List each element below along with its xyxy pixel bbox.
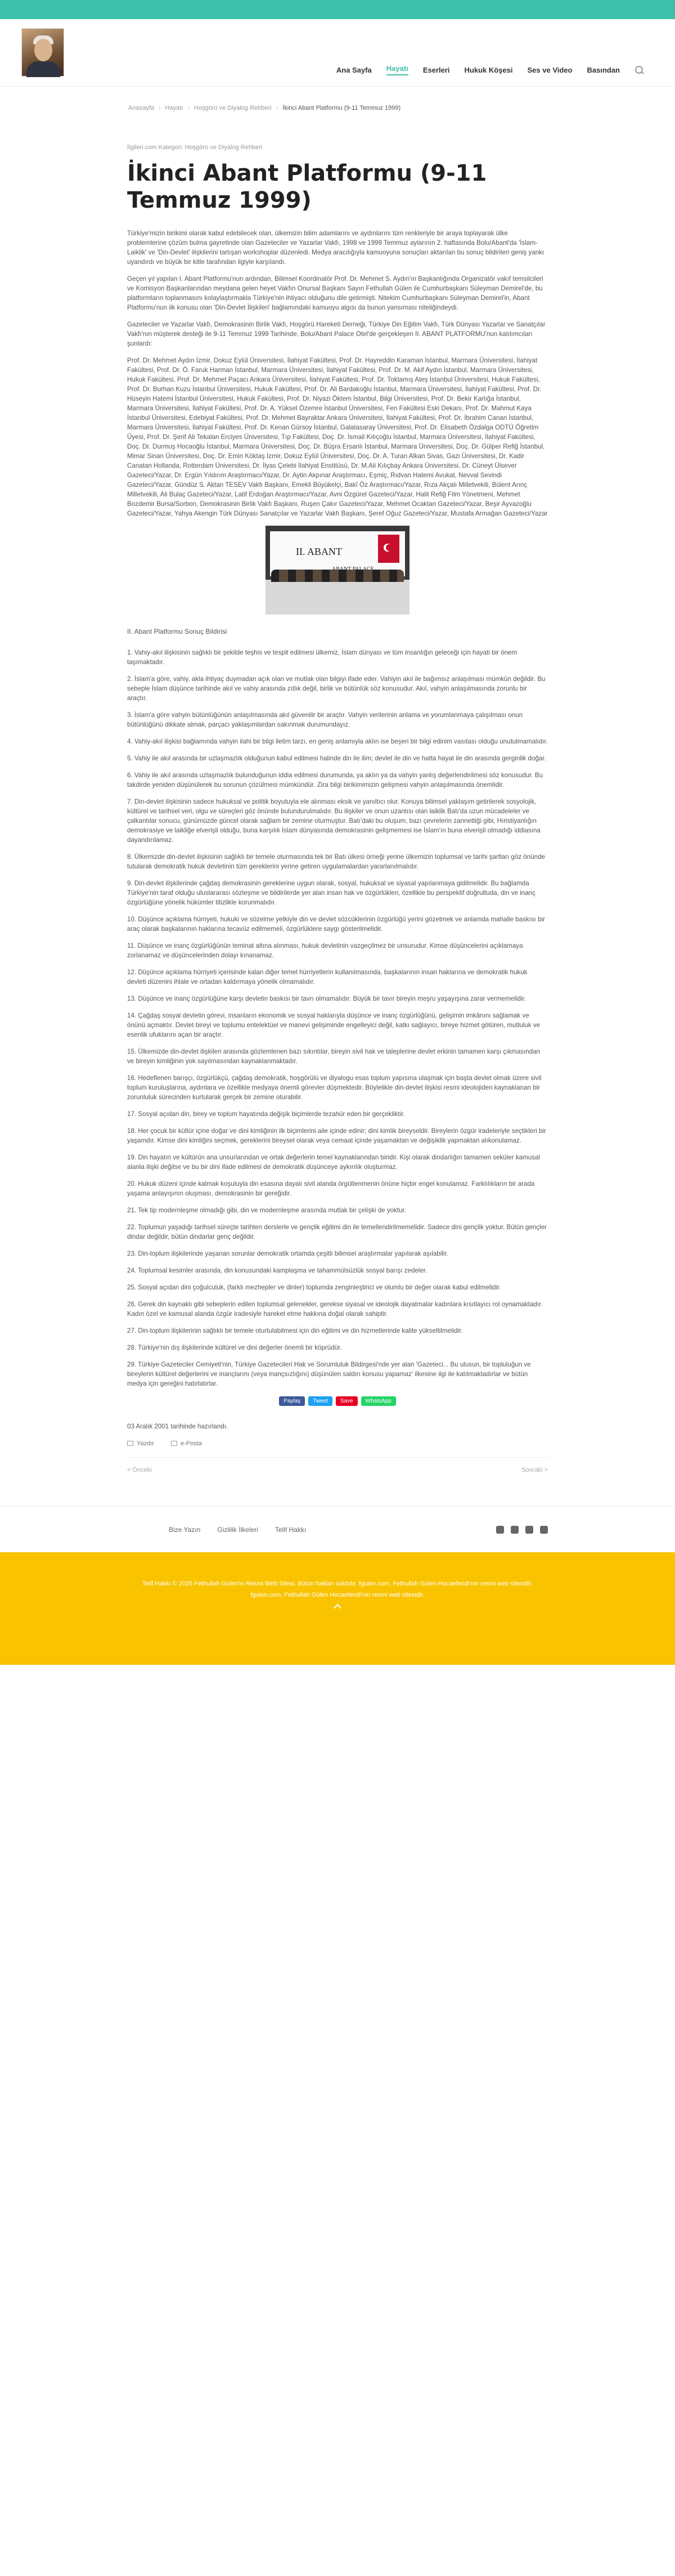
declaration-item: 23. Din-toplum ilişkilerinde yaşanan sorunlar demokratik ortamda çeşitli bilimsel araştırmalar yapılarak aşılabilir. [127, 1250, 448, 1257]
copyright-bar [0, 1552, 675, 1665]
site-logo[interactable] [21, 28, 64, 77]
logo-face [34, 39, 52, 61]
declaration-item: 21. Tek tip modernleşme olmadığı gibi, din ve modernleşme arasında mutlak bir çelişki de yoktur. [127, 1207, 406, 1214]
nav-hukuk-kosesi[interactable]: Hukuk Köşesi [464, 65, 513, 74]
breadcrumb-separator: › [158, 105, 161, 111]
page-title: İkinci Abant Platformu (9-11 Temmuz 1999) [127, 160, 487, 213]
breadcrumb [128, 87, 675, 111]
article [127, 111, 548, 1473]
print-label: Yazdır [137, 1440, 154, 1447]
declaration-item: 24. Toplumsal kesimler arasında, din konusundaki kamplaşma ve tahammülsüzlük sosyal barışı zedeler. [127, 1267, 428, 1274]
declaration-item: 20. Hukuk düzeni içinde kalmak koşuluyla din esasına dayalı sivil alanda örgütlenmenin önüne hiçbir engel konulamaz. Farklılıkların bir arada yaşama anlayışının oluşması, demokrasinin bir gereğidir. [127, 1180, 535, 1197]
footer-link-contact[interactable]: Bize Yazın [169, 1525, 201, 1534]
declaration-item: 1. Vahiy-akıl ilişkisinin sağlıklı bir şekilde teşhis ve tespit edilmesi ülkemiz, İslam dünyası ve tüm insanlığın geleceği için hayati bir önem taşımaktadır. [127, 649, 518, 666]
declaration-item: 16. Hedeflenen barışçı, özgürlükçü, çağdaş demokratik, hoşgörülü ve diyalogu esas toplum yapısına ulaşmak için başta devlet olmak üzere sivil toplum kuruluşlarına, aydınlara ve özellikle medyaya önemli görevler düşmektedir. Böylelikle din-devlet ilişkisi resmi ideolojiden kaynaklanan bir zorunluluk sürecinden kurtularak gerçek bir zemine oturabilir. [127, 1074, 542, 1101]
nav-ana-sayfa[interactable]: Ana Sayfa [336, 65, 372, 74]
facebook-icon[interactable] [525, 1526, 533, 1534]
declaration-item: 22. Toplumun yaşadığı tarihsel süreçte tarihten derslerle ve gençlik eğitimi din ile temellendirilmemelidir. Sadece dini gençlik yoktur. Bütün gençler dindar değildir, bütün dindarlar genç değildir. [127, 1224, 547, 1240]
declaration-item: 2. İslam'a göre, vahiy, akla ihtiyaç duymadan açık olan ve mutlak olan bilgiyi ifade eder. Vahiyin akıl ile bağımsız anlaşılması mümkün değildir. Bu sebeple İslam düşünce tarihinde akıl ve vahiy arasında zıtlık değil, birlik ve bütünlük söz konusudur. Akıl, vahyin anlaşılmasında zorunlu bir araçtır. [127, 675, 546, 702]
photo-panel-table [266, 580, 410, 615]
declaration-item: 7. Din-devlet ilişkisinin sadece hukuksal ve politik boyutuyla ele alınması eksik ve yanıltıcı olur. Konuya bilimsel yaklaşım getirilerek sosyolojik, kültürel ve tarihsel veri, olgu ve süreçleri göz önünde bulundurulmalıdır. Bu ilişkiler ve onun uzantısı olan laiklik Batı'da uzun mücadeleler ve çalkantılar sonucu, günümüzde güncel olarak sağlam bir zemine oturmuştur. Batı'daki bu oluşum, bazı çevrelerin zannettiği gibi, Hıristiyanlığın demokrasiye ve laikliğe elverişli olduğu, buna karşılık İslam dünyasında demokrasinin gelişmemesi ise İslam'ın buna elverişli olmadığı iddiasına dayandırılamaz. [127, 798, 541, 844]
nav-basindan[interactable]: Basından [587, 65, 620, 74]
breadcrumb-separator: › [187, 105, 190, 111]
declaration-item: 13. Düşünce ve inanç özgürlüğüne karşı devletin baskısı bir tavrı olmamalıdır. Büyük bir tavır bireyin meşru yaşayışına zarar vermemelidir. [127, 995, 526, 1002]
platform-photo [266, 526, 410, 615]
share-bar [127, 1396, 548, 1406]
top-bar [0, 0, 675, 19]
instagram-icon[interactable] [540, 1526, 548, 1534]
next-link[interactable]: Sonraki > [521, 1467, 548, 1473]
footer-links [169, 1526, 306, 1534]
participants-paragraph: Prof. Dr. Mehmet Aydın İzmir, Dokuz Eylül Üniversitesi, İlahiyat Fakültesi, Prof. Dr. Hayreddin Karaman İstanbul, Marmara Üniversitesi, İlahiyat Fakültesi, Prof. Dr. Ö. Faruk Harman İstanbul, Marmara Üniversitesi, İlahiyat Fakültesi, Prof. Dr. M. Akif Aydın İstanbul, Marmara Üniversitesi, Hukuk Fakültesi, Prof. Dr. Mehmet Paçacı Ankara Üniversitesi, İlahiyat Fakültesi, Prof. Dr. Toktamış Ateş İstanbul Üniversitesi, Hukuk Fakültesi, Prof. Dr. Burhan Kuzu İstanbul Üniversitesi, Hukuk Fakültesi, Prof. Dr. Ali Bardakoğlu İstanbul, Marmara Üniversitesi, İlahiyat Fakültesi, Prof. Dr. Hüseyin Hatemi İstanbul Üniversitesi, Hukuk Fakültesi, Prof. Dr. Niyazi Öktem İstanbul, Bilgi Üniversitesi, Prof. Dr. Bekir Karlığa İstanbul, Marmara Üniversitesi, İlahiyat Fakültesi, Prof. Dr. A. Yüksel Özemre İstanbul Üniversitesi, Fen Fakültesi Eski Dekanı, Prof. Dr. Mahmut Kaya İstanbul Üniversitesi, Edebiyat Fakültesi, Prof. Dr. Mehmet Bayraktar Ankara Üniversitesi, İlahiyat Fakültesi, Prof. Dr. İbrahim Canan İstanbul, Marmara Üniversitesi, İlahiyat Fakültesi, Prof. Dr. Kenan Gürsoy İstanbul, Galatasaray Üniversitesi, Prof. Dr. Elisabeth Özdalga ODTÜ Öğretim Üyesi, Prof. Dr. Şerif Ali Tekalan Erciyes Üniversitesi, Tıp Fakültesi, Doç. Dr. İsmail Kılıçoğlu İstanbul, Marmara Üniversitesi, İlahiyat Fakültesi, Doç. Dr. Durmuş Hocaoğlu İstanbul, Marmara Üniversitesi, Doç. Dr. Büşra Ersanlı İstanbul, Marmara Üniversitesi, Doç. Dr. Gülper Refiğ İstanbul, Mimar Sinan Üniversitesi, Doç. Dr. Emin Köktaş İzmir, Dokuz Eylül Üniversitesi, Doç. Dr. A. Turan Alkan Sivas, Gazi Üniversitesi, Dr. Kadir Canatan Hollanda, Rotterdam Üniversitesi, Dr. İlyas Çelebi İlahiyat Enstitüsü, Dr. M.Ali Kılıçbay Ankara Üniversitesi, Dr. Cüneyt Ülsever Gazeteci/Yazar, Dr. Ergün Yıldırım Araştırmacı/Yazar, Dr. Aytin Akpınar Araştırmacı, Eşmiç, Rıdvan Hatemi Avukat, Nevval Sevindi Gazeteci/Yazar, Gündüz S. Aktan TESEV Vakfı Başkanı, Emekli Büyükelçi, Bakî Öz Araştırmacı/Yazar, Rıza Akçalı Milletvekili, Bülent Arınç Milletvekili, Ali Bulaç Gazeteci/Yazar, Latif Erdoğan Araştırmacı/Yazar, Avni Özgürel Gazeteci/Yazar, Halit Refiğ Film Yönetmeni, Mehmet Bozdemir Bursa/Sorbon, Demokrasinin Birlik Vakfı Başkanı, Ruşen Çakır Gazeteci/Yazar, Mehmet Ocaktan Gazeteci/Yazar, Beşir Ayvazoğlu Gazeteci/Yazar, Yahya Akengin Türk Dünyası Sanatçılar ve Yazarlar Vakfı Başkanı, Şeref Oğuz Gazeteci/Yazar, Mustafa Armağan Gazeteci/Yazar [127, 357, 548, 517]
print-button[interactable] [127, 1440, 154, 1447]
declaration-item: 10. Düşünce açıklama hürriyeti, hukuki ve sözelme yetkiyle din ve devlet sözcüklerinin özgürlüğü yerini gözetmek ve anlamda mahalle baskısı bir araç olarak başkalarının haklarına tecavüz edilmemeli, özgürlüklere saygı gösterilmelidir. [127, 916, 546, 933]
pagination [127, 1457, 548, 1473]
pinterest-save-button[interactable]: Save [336, 1396, 358, 1406]
declaration-item: 4. Vahiy-akıl ilişkisi bağlamında vahyin ilahi bir bilgi iletim tarzı, en geniş anlamıyla aklın ise beşeri bir bilgi edinim vasıtası olduğu unutulmamalıdır. [127, 738, 548, 745]
logo-body [26, 61, 60, 77]
declaration-item: 14. Çağdaş sosyal devletin görevi, insanların ekonomik ve sosyal haklarıyla düşünce ve inanç özgürlüğünü, gelişimin imkânını sağlamak ve önünü açmaktır. Devlet bireyi ve toplumu entelektüel ve manevi gelişiminde engelleyici değil, katkı sağlayıcı, bireye hizmet götüren, mutluluk ve esenlik ufuklarını açan bir araçtır. [127, 1012, 540, 1038]
footer-link-privacy[interactable]: Gizlilik İlkeleri [217, 1525, 258, 1534]
declaration-title: II. Abant Platformu Sonuç Bildirisi [127, 628, 227, 635]
declaration-item: 3. İslam'a göre vahyin bütünlüğünün anlaşılmasında akıl güvenilir bir araçtır. Vahyin verilerinin anlama ve yorumlanmaya çalışılması onun bütünlüğünü dikkate almak, parçacı yaklaşımlardan sakınmak durumundayız. [127, 711, 523, 728]
turkish-flag-icon [378, 535, 399, 563]
declaration-item: 6. Vahiy ile akıl arasında uzlaşmazlık bulunduğunun iddia edilmesi durumunda, ya aklın ya da vahyin yanlış değerlendirilmesi söz konusudur. Bu takdirde yeniden düşünülerek bu sorunun çözülmesi mümkündür. Zira bilgi birikimimizin gelişmesi vahyin anlaşılmasında önemlidir. [127, 772, 543, 789]
nav-hayati[interactable]: Hayatı [386, 64, 408, 75]
facebook-share-button[interactable]: Paylaş [279, 1396, 305, 1406]
intro-paragraph-3: Gazeteciler ve Yazarlar Vakfı, Demokrasinin Birlik Vakfı, Hoşgörü Hareketi Derneği, Türkiye Din Eğitim Vakfı, Türk Dünyası Yazarlar ve Sanatçılar Vakfı'nın müşterek desteği ile 9-11 Temmuz 1999 Tarihinde, Bolu/Abant Palace Otel'de gerçekleşen II. ABANT PLATFORMU'nun katılımcıları şunlardı: [127, 321, 546, 347]
copyright-text-2: fgulen.com, Fethullah Gülen Hocaefendi'nin resmi web sitesidir. [250, 1592, 425, 1598]
main-nav [336, 64, 644, 75]
declaration-item: 28. Türkiye'nin dış ilişkilerinde kültürel ve dini değerler önemli bir köprüdür. [127, 1344, 342, 1351]
article-actions [127, 1440, 548, 1447]
twitter-icon[interactable] [511, 1526, 519, 1534]
declaration-item: 12. Düşünce açıklama hürriyeti içerisinde kalan diğer temel hürriyetlerin kullanılmasında, başkalarının insan haklarına ve demokratik hukuk devleti düzenini ihlale ve ortadan kaldırmaya yönelik olmamalıdır. [127, 969, 528, 985]
declaration-item: 8. Ülkemizde din-devlet ilişkisinin sağlıklı bir temele oturmasında tek bir Batı ülkesi örneği yerine ülkemizin toplumsal ve tarihi şartları göz önünde tutularak demokratik hukuk devletinin tüm gereklerini yerine getiren uygulamalardan yararlanılmalıdır. [127, 853, 545, 870]
declaration-list [127, 648, 548, 1388]
declaration-item: 18. Her çocuk bir kültür içine doğar ve dini kimliğinin ilk biçimlerini aile içinde edinir; dini kimlik bireyseldir. Bireylerin özgür iradeleriyle seçtikleri bir yaşamdır. Kimse dini kimliğini seçmek, gereklerini bireysel olarak veya cemaat içinde yaşamaktan ve değişiklik yapmaktan alıkonulamaz. [127, 1127, 546, 1144]
site-header [0, 19, 675, 87]
declaration-item: 5. Vahiy ile akıl arasında bir uzlaşmazlık olduğunun kabul edilmesi halinde din ile ilim; devlet ile din ve hatta hayat ile din arasında gerginlik doğar. [127, 755, 546, 762]
intro-paragraph-2: Geçen yıl yapılan I. Abant Platformu'nun ardından, Bilimsel Koordinatör Prof. Dr. Mehmet S. Aydın'ın Başkanlığında Organizatör vakıf temsilcileri ve Komisyon Başkanlarından meydana gelen heyet Vakfın Onursal Başkanı Sayın Fethullah Gülen ile Cumhurbaşkanı Süleyman Demirel'de, bu platformların toplanmasını kolaylaştırmakla Türkiye'nin ihtiyacı olduğunu dile getirmişti. Nitekim Cumhurbaşkanı Süleyman Demirel'in, Abant Platformu'nun ilk konusu olan 'Din-Devlet İlişkileri' bağlamındaki kamuoyu algısı da bunun yansıması niteliğindeydi. [127, 275, 543, 311]
nav-eserleri[interactable]: Eserleri [422, 65, 450, 74]
article-date: 03 Aralık 2001 tarihinde hazırlandı. [127, 1423, 228, 1430]
intro-paragraph-1: Türkiye'mizin birikimi olarak kabul edebilecek olan, ülkemizin bilim adamlarını ve aydınlarını tüm renkleriyle bir araya toplayarak ülke problemlerine çözüm bulma gayretinde olan Gazeteciler ve Yazarlar Vakfı, 1998 ve 1999 Temmuz aylarının 2. haftasında Bolu/Abant'da 'İslam-Laiklik' ve 'Din-Devlet' ilişkilerini tartışan workshoplar düzenledi. Medya aracılığıyla kamuoyuna sonuçları aktarılan bu sonuç bildirileri geniş yankı uyandırdı ve büyük bir kitle tarafından ilgiyle karşılandı. [127, 230, 544, 266]
twitter-share-button[interactable]: Tweet [308, 1396, 332, 1406]
footer-link-copyright[interactable]: Telif Hakkı [274, 1525, 307, 1534]
youtube-icon[interactable] [496, 1526, 504, 1534]
scroll-top-icon[interactable] [334, 1604, 341, 1612]
article-category: İlgileri.com Kategori: Hoşgörü ve Diyalog Rehberi [127, 144, 263, 151]
email-button[interactable] [171, 1440, 202, 1447]
copyright-text: Telif Hakkı © 2025 Fethullah Gülen'in Resmi Web Sitesi. Bütün hakları saklıdır. fgulen.com, Fethullah Gülen Hocaefendi'nin resmi web sitesidir. [142, 1580, 533, 1587]
declaration-item: 19. Din hayatın ve kültürün ana unsurlarından ve ortak değerlerin temel kaynaklarından biridir. Kişi olarak dindarlığın tamamen seküler kamusal alanla ilişki değilse ve bu bir dini ifade edilmesi de demokratik düşünceye aykırılık oluşturmaz. [127, 1154, 541, 1171]
whatsapp-share-button[interactable]: WhatsApp [361, 1396, 396, 1406]
breadcrumb-home[interactable]: Anasayfa [128, 105, 154, 111]
declaration-item: 27. Din-toplum ilişkilerinin sağlıklı bir temele oturtulabilmesi için din eğitimi ve din hizmetlerinde kalite yükseltilmelidir. [127, 1327, 463, 1334]
search-icon[interactable] [634, 65, 644, 74]
envelope-icon [171, 1441, 177, 1446]
declaration-item: 9. Din-devlet ilişkilerinde çağdaş demokrasinin gereklerine uygun olarak, sosyal, hukuksal ve siyasal yapılanmaya gidilmelidir. Bu bağlamda Türkiye'nin taraf olduğu uluslararası sözleşme ve bildirilerde yer alan insan hak ve özgürlükleri, özellikle bu perspektif doğrultuda, din ve inanç özgürlüğüne yönelik hükümler titizlikle korunmalıdır. [127, 880, 536, 906]
declaration-item: 11. Düşünce ve inanç özgürlüğünün teminat altına alınması, hukuk devletinin vazgeçilmez bir unsurudur. Kimse düşüncelerini açıklamaya zorlanamaz ve düşüncelerinden dolayı kınanamaz. [127, 942, 523, 959]
declaration-item: 17. Sosyal açıdan din, birey ve toplum hayatında değişik biçimlerde tezahür eden bir gerçekliktir. [127, 1110, 405, 1118]
declaration-item: 26. Gerek din kaynaklı gibi sebeplerin edilen toplumsal gelenekler, gerekse siyasal ve ideolojik dayatmalar kadınlara kısıtlayıcı rol oynamaktadır. Kadın özel ve kamusal alanda özgür iradesiyle hareket etme hakkına doğal olarak sahiptir. [127, 1301, 543, 1318]
photo-banner-title: II. ABANT [296, 546, 342, 557]
social-links [496, 1526, 548, 1534]
breadcrumb-hayati[interactable]: Hayatı [165, 105, 183, 111]
email-label: e-Posta [180, 1440, 202, 1447]
breadcrumb-current: İkinci Abant Platformu (9-11 Temmuz 1999) [282, 105, 401, 111]
declaration-item: 25. Sosyal açıdan dini çoğulculuk, (farklı mezhepler ve dinler) toplumda zenginleştirici ve olumlu bir değer olarak kabul edilmelidir. [127, 1284, 501, 1291]
nav-ses-ve-video[interactable]: Ses ve Video [527, 65, 573, 74]
breadcrumb-category[interactable]: Hoşgörü ve Diyalog Rehberi [194, 105, 272, 111]
previous-link[interactable]: < Önceki [127, 1467, 152, 1473]
declaration-item: 15. Ülkemizde din-devlet ilişkileri arasında gözlemlenen bazı sıkıntılar, bireyin sivil hak ve taleplerine devlet erkinin tamamen karşı çıkmasından ve bireyin kimliğinin yok sayılmasından kaynaklanmaktadır. [127, 1048, 540, 1065]
declaration-item: 29. Türkiye Gazeteciler Cemiyeti'nin, Türkiye Gazetecileri Hak ve Sorumluluk Bildirgesi'nde yer alan 'Gazeteci... Bu ulusun, bir topluluğun ve bireylerin kültürel değerlerini ve inançlarını (veya inançsızlığını) düşünülen saldırı konusu yapamaz' ilkesine ilgi ile katılmaktadırlar ve bütün medya için gereğini hatırlatırlar. [127, 1361, 531, 1387]
breadcrumb-separator: › [276, 105, 278, 111]
printer-icon [127, 1441, 133, 1446]
site-footer [0, 1506, 675, 1552]
